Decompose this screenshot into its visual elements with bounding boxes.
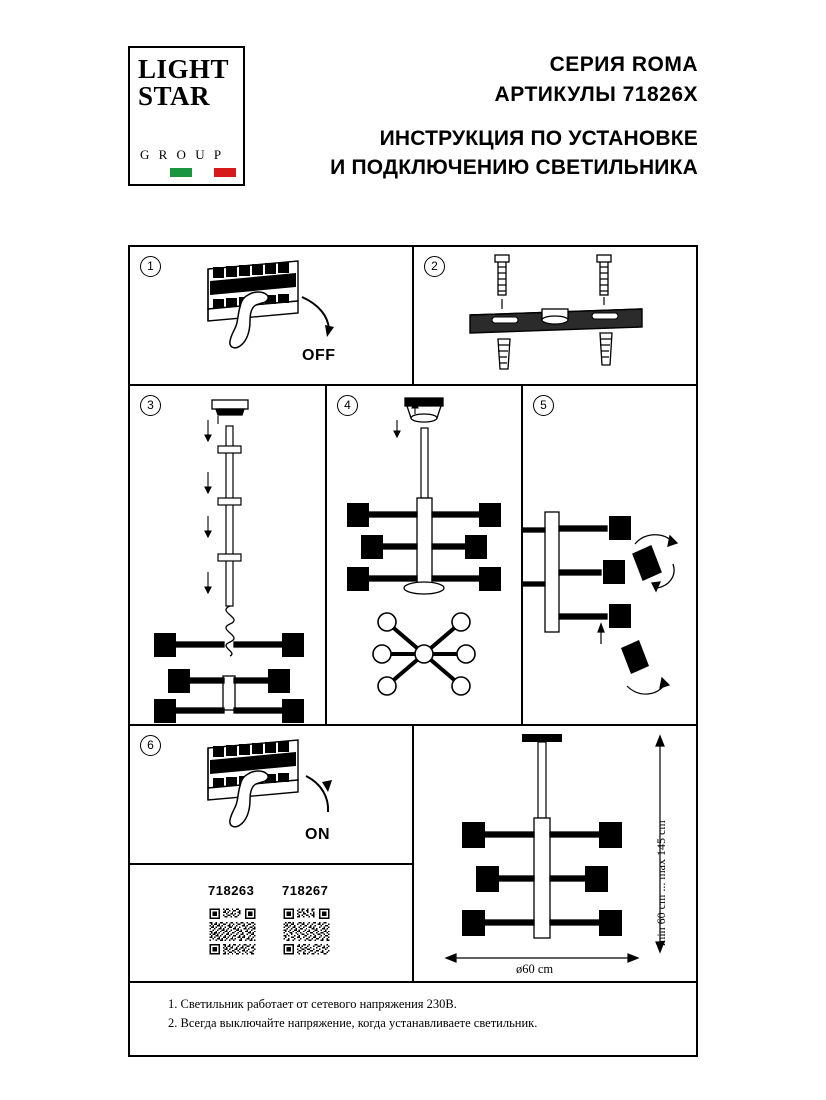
page-title-line-2: И ПОДКЛЮЧЕНИЮ СВЕТИЛЬНИКА xyxy=(330,156,698,179)
step-panel-6 xyxy=(130,726,414,865)
step-panel-5 xyxy=(523,386,696,726)
brand-logo xyxy=(128,46,245,186)
logo-group-text: G R O U P xyxy=(140,147,225,162)
logo-line-2: STAR xyxy=(138,81,211,111)
step-4-illustration xyxy=(327,386,521,724)
qr-code-2[interactable] xyxy=(282,907,331,956)
qr-panel xyxy=(130,865,414,983)
note-2: 2. Всегда выключайте напряжение, когда устанавливаете светильник. xyxy=(168,1016,538,1030)
header xyxy=(128,46,698,191)
step-number-4: 4 xyxy=(337,395,358,416)
step-number-2: 2 xyxy=(424,256,445,277)
note-1: 1. Светильник работает от сетевого напряжения 230В. xyxy=(168,997,457,1011)
step-2-illustration xyxy=(414,247,696,384)
qr-article-label-2: 718267 xyxy=(282,883,329,898)
step-5-illustration xyxy=(523,386,696,724)
step-number-5: 5 xyxy=(533,395,554,416)
article-label: АРТИКУЛЫ 71826X xyxy=(494,83,698,106)
logo-wordmark xyxy=(138,56,229,110)
height-dimension-label: min 60 cm ... max 145 cm xyxy=(654,820,668,946)
step-3-illustration xyxy=(130,386,325,724)
steps-grid xyxy=(128,245,698,1057)
step-panel-4 xyxy=(327,386,523,726)
header-text xyxy=(268,50,698,182)
page-title xyxy=(268,124,698,182)
step-1-illustration xyxy=(130,247,412,384)
qr-code-1[interactable] xyxy=(208,907,257,956)
italy-flag-icon xyxy=(170,168,236,177)
qr-article-label-1: 718263 xyxy=(208,883,255,898)
step-6-illustration xyxy=(130,726,412,863)
dimension-panel xyxy=(414,726,696,983)
step-6-caption: ON xyxy=(305,826,330,843)
step-number-6: 6 xyxy=(140,735,161,756)
page-title-line-1: ИНСТРУКЦИЯ ПО УСТАНОВКЕ xyxy=(379,127,698,150)
step-number-3: 3 xyxy=(140,395,161,416)
step-panel-2 xyxy=(414,247,696,386)
logo-line-1: LIGHT xyxy=(138,54,230,84)
notes-list xyxy=(168,995,537,1033)
notes-panel xyxy=(130,983,696,1055)
step-number-1: 1 xyxy=(140,256,161,277)
step-panel-1 xyxy=(130,247,414,386)
step-panel-3 xyxy=(130,386,327,726)
diameter-dimension-label: ø60 cm xyxy=(516,962,554,976)
step-1-caption: OFF xyxy=(302,347,336,364)
series-label: СЕРИЯ ROMA xyxy=(549,53,698,76)
